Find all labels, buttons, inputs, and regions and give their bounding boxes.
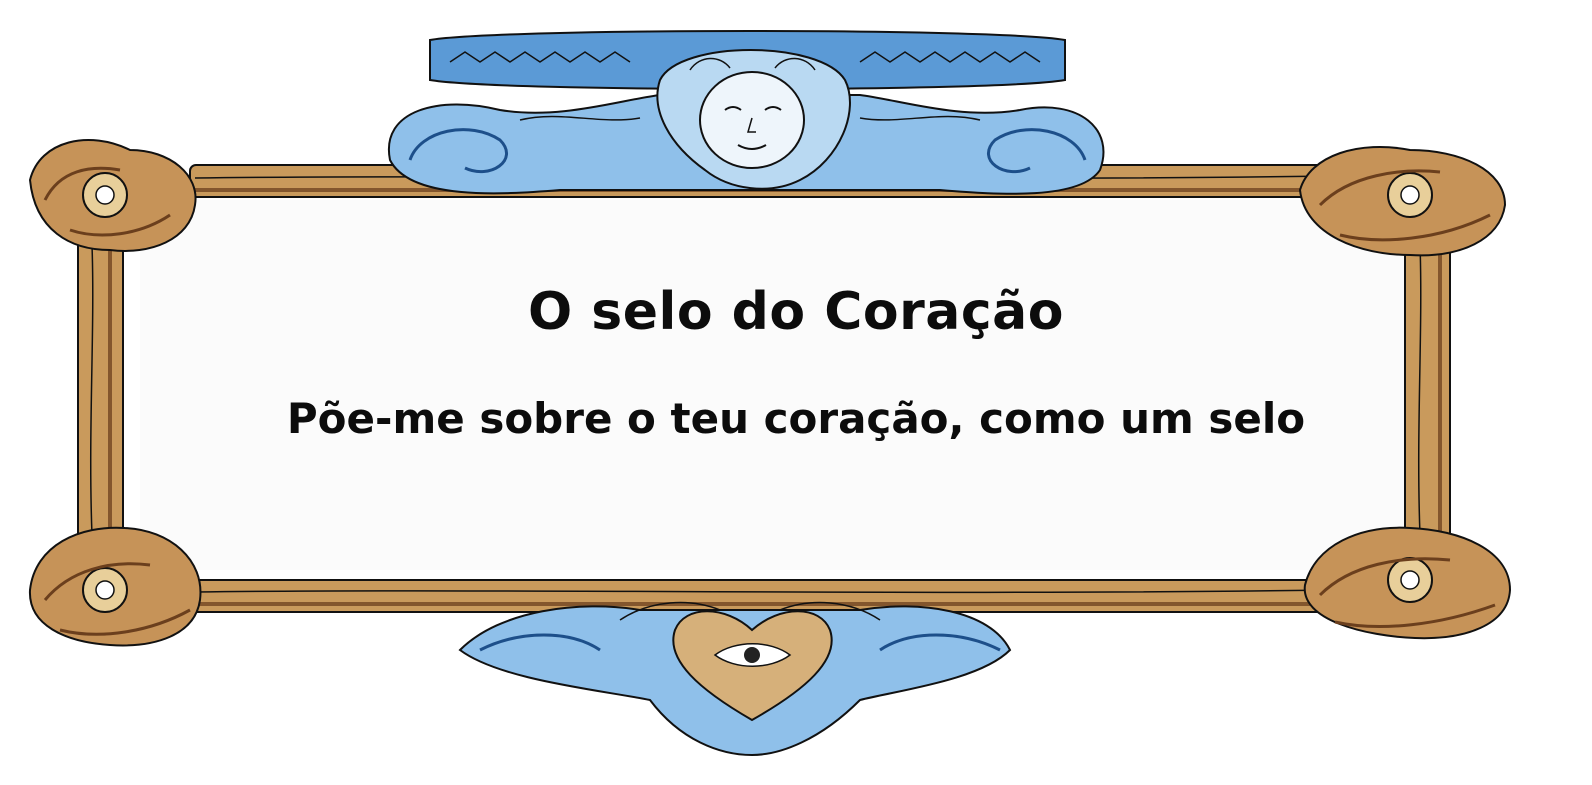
card-subtitle: Põe-me sobre o teu coração, como um selo (286, 394, 1306, 443)
card-title: O selo do Coração (528, 282, 1064, 342)
text-panel (140, 200, 1430, 570)
corner-ornament-icon (30, 528, 201, 646)
corner-ornament-icon (30, 140, 196, 251)
corner-ornament-icon (1305, 528, 1510, 638)
